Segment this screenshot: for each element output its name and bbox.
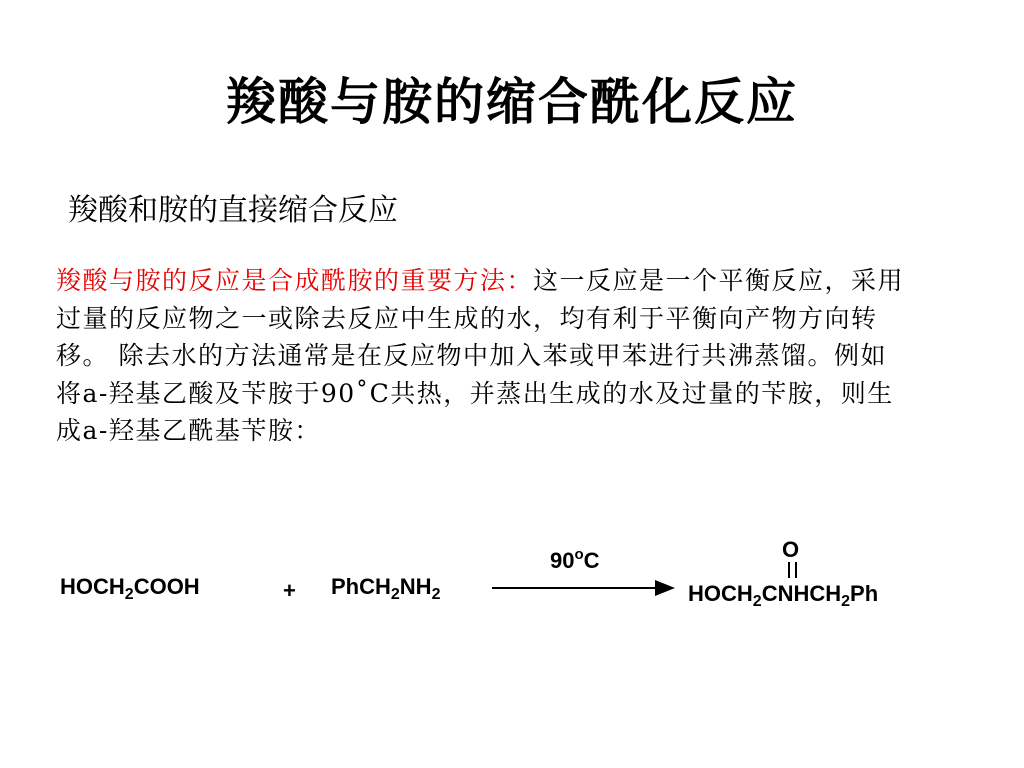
- product-amide: [688, 581, 879, 610]
- formula-subscript: 2: [124, 586, 134, 603]
- formula-part: HOCH: [688, 581, 753, 606]
- slide-title: 羧酸与胺的缩合酰化反应: [226, 72, 798, 131]
- condition-degree: o: [574, 546, 584, 563]
- condition-unit: C: [583, 548, 600, 573]
- carbonyl-oxygen: O: [782, 537, 800, 562]
- body-text-rest: 这一反应是一个平衡反应，采用过量的反应物之一或除去反应中生成的水，均有利于平衡向产物方向转移。 除去水的方法通常是在反应物中加入苯或甲苯进行共沸蒸馏。例如将a-羟基乙酸及苄胺于90˚C共热，并蒸出生成的水及过量的苄胺，则生成a-羟基乙酰基苄胺：: [56, 266, 905, 446]
- formula-subscript: 2: [752, 593, 762, 610]
- body-paragraph: [56, 262, 906, 450]
- reactant-glycolic-acid: [60, 574, 200, 603]
- body-lead-highlight: 羧酸与胺的反应是合成酰胺的重要方法：: [56, 266, 534, 295]
- reaction-arrow-shaft: [492, 587, 660, 589]
- formula-part: Ph: [850, 581, 879, 606]
- formula-part: HOCH: [60, 574, 125, 599]
- double-bond-line: [795, 562, 797, 578]
- plus-sign: +: [283, 578, 296, 603]
- slide-subtitle: 羧酸和胺的直接缩合反应: [68, 193, 398, 228]
- formula-subscript: 2: [841, 593, 851, 610]
- formula-subscript: 2: [431, 586, 441, 603]
- condition-temperature: 90: [550, 548, 575, 573]
- formula-part: NH: [399, 574, 432, 599]
- formula-part: COOH: [133, 574, 200, 599]
- formula-part: PhCH: [331, 574, 391, 599]
- reaction-arrow-head: [655, 580, 675, 596]
- double-bond-line: [788, 562, 790, 578]
- reaction-condition: [550, 548, 600, 574]
- formula-subscript: 2: [390, 586, 400, 603]
- reactant-benzylamine: [331, 574, 441, 603]
- formula-part: CNHCH: [761, 581, 842, 606]
